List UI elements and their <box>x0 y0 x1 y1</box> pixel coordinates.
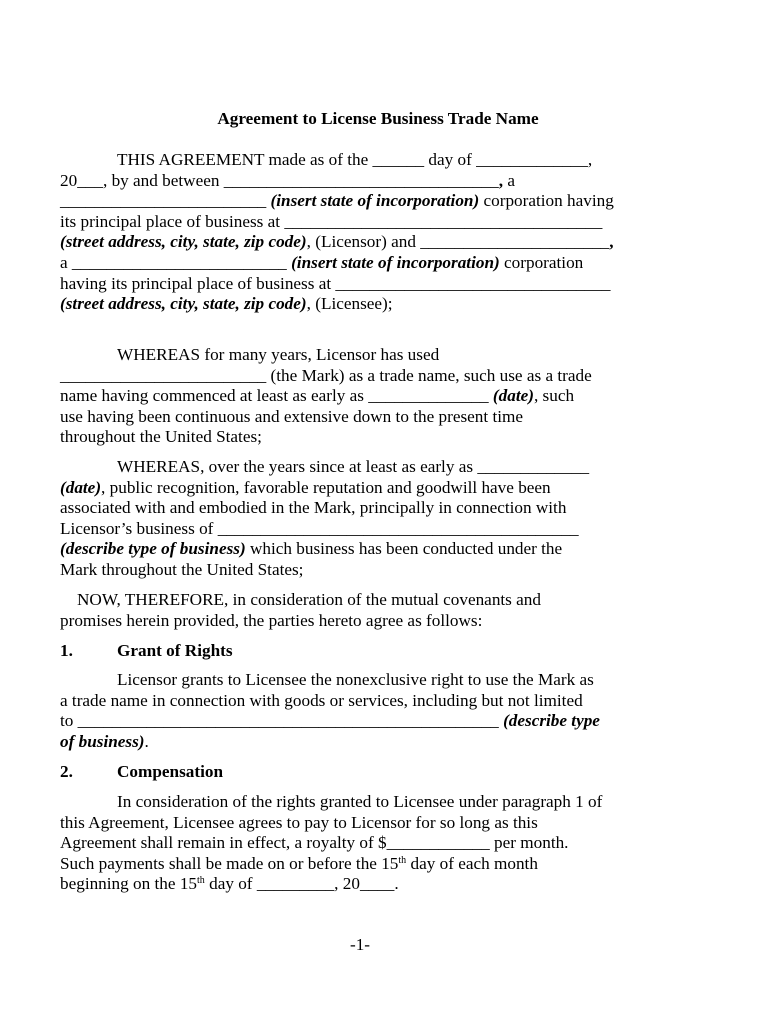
document-page <box>60 0 660 1024</box>
section-1-heading <box>60 641 233 662</box>
whereas1-line-5: throughout the United States; <box>60 427 262 447</box>
document-title: Agreement to License Business Trade Name <box>217 109 539 128</box>
section1-instruction-part1: (describe type <box>503 711 600 731</box>
intro-line-7: having its principal place of business at ________________________________ <box>60 273 611 293</box>
section-2-number: 2. <box>60 762 73 781</box>
whereas2-date-instruction: (date) <box>60 477 102 497</box>
whereas2-line-6: Mark throughout the United States; <box>60 559 304 579</box>
intro-line-1: THIS AGREEMENT made as of the ______ day of _____________, <box>117 150 593 169</box>
ordinal-suffix: th <box>398 854 407 866</box>
whereas2-line-3: associated with and embodied in the Mark, principally in connection with <box>60 498 567 518</box>
section-1-number: 1. <box>60 641 73 660</box>
licensee-state-blank: a _________________________ <box>60 252 292 272</box>
section1-line-2: a trade name in connection with goods or services, including but not limited <box>60 690 583 710</box>
whereas1-line-3: name having commenced at least as early as ______________ <box>60 386 493 406</box>
whereas1-line-2: ________________________ (the Mark) as a trade name, such use as a trade <box>60 365 592 385</box>
now-line-2: promises herein provided, the parties hereto agree as follows: <box>60 610 483 630</box>
section-1-title: Grant of Rights <box>117 641 233 660</box>
section2-line-5: beginning on the 15 <box>60 874 198 894</box>
section-2-title: Compensation <box>117 762 224 781</box>
whereas2-line-1: WHEREAS, over the years since at least as early as _____________ <box>117 457 590 476</box>
section-2-heading <box>60 762 223 783</box>
section2-line-5-tail: day of _________, 20____. <box>204 874 399 894</box>
section-2-body <box>60 792 660 895</box>
whereas2-line-2: , public recognition, favorable reputation and goodwill have been <box>101 477 551 497</box>
now-line-1: NOW, THEREFORE, in consideration of the mutual covenants and <box>77 590 541 609</box>
section2-line-3: Agreement shall remain in effect, a royalty of $____________ per month. <box>60 833 569 853</box>
section2-line-1: In consideration of the rights granted to Licensee under paragraph 1 of <box>117 792 603 811</box>
whereas1-date-instruction: (date) <box>492 386 534 406</box>
section1-period: . <box>144 731 149 751</box>
licensor-address-instruction: (street address, city, state, zip code) <box>60 232 307 252</box>
intro-line-8-tail: , (Licensee); <box>306 294 393 314</box>
licensor-state-instruction: (insert state of incorporation) <box>270 191 480 211</box>
intro-a: a <box>503 170 515 190</box>
intro-comma: , <box>498 170 504 190</box>
intro-line-5-tail: , (Licensor) and ______________________ <box>306 232 610 252</box>
section1-line-1: Licensor grants to Licensee the nonexclusive right to use the Mark as <box>117 670 594 689</box>
intro-line-2: 20___, by and between ________________________________ <box>60 170 499 190</box>
section2-line-2: this Agreement, Licensee agrees to pay to Licensor for so long as this <box>60 812 538 832</box>
whereas2-line-5-tail: which business has been conducted under the <box>245 539 563 559</box>
now-therefore-paragraph <box>60 590 660 631</box>
ordinal-suffix: th <box>197 875 205 887</box>
intro-line-6-tail: corporation <box>499 252 584 272</box>
intro-line-4: its principal place of business at _____________________________________ <box>60 211 603 231</box>
section-1-body <box>60 670 660 752</box>
whereas-paragraph-2 <box>60 457 660 581</box>
section1-instruction-part2: of business) <box>60 731 145 751</box>
section2-line-4: Such payments shall be made on or before the 15 <box>60 853 399 873</box>
page-number: -1- <box>349 935 371 954</box>
whereas-paragraph-1 <box>60 345 660 448</box>
whereas1-line-4: use having been continuous and extensive down to the present time <box>60 406 523 426</box>
licensee-address-instruction: (street address, city, state, zip code) <box>60 294 307 314</box>
intro-line-3-tail: corporation having <box>479 191 614 211</box>
whereas1-line-3-tail: , such <box>533 386 575 406</box>
section1-line-3: to _________________________________________________ <box>60 711 504 731</box>
licensee-state-instruction: (insert state of incorporation) <box>291 252 500 272</box>
intro-paragraph <box>60 150 660 315</box>
business-type-instruction: (describe type of business) <box>60 539 246 559</box>
section2-line-4-tail: day of each month <box>406 853 538 873</box>
intro-line-5-comma: , <box>609 232 614 252</box>
whereas1-line-1: WHEREAS for many years, Licensor has used <box>117 345 440 364</box>
whereas2-line-4: Licensor’s business of __________________________________________ <box>60 518 579 538</box>
licensor-state-blank: ________________________ <box>60 191 271 211</box>
